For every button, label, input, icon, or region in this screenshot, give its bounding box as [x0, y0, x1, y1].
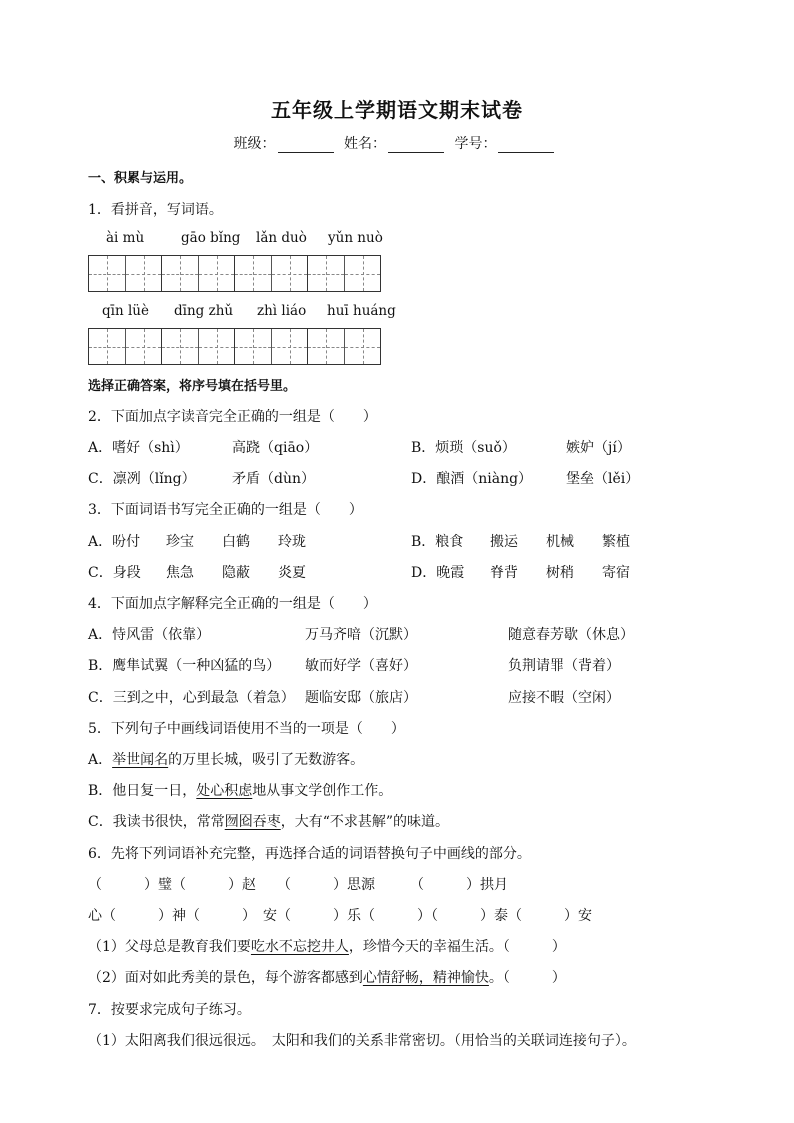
student-info [0, 133, 794, 153]
answer-box[interactable] [235, 255, 308, 292]
answer-box[interactable] [88, 255, 162, 292]
q6-sentence-1: （1）父母总是教育我们要吃水不忘挖井人，珍惜今天的幸福生活。（ ） [88, 939, 566, 955]
answer-box[interactable] [88, 328, 162, 365]
answer-box[interactable] [235, 328, 308, 365]
name-label: 姓名： [344, 136, 386, 152]
class-blank[interactable] [278, 138, 334, 153]
q3-option-a-w3: 白鹤 [222, 534, 250, 550]
q4-option-b-2: 敏而好学（喜好） [305, 658, 417, 674]
q4-option-c-3: 应接不暇（空闲） [508, 690, 620, 706]
underlined-word: 囫囵吞枣 [224, 814, 281, 830]
exam-title: 五年级上学期语文期末试卷 [271, 98, 523, 122]
q3-option-d-w4: 寄宿 [602, 565, 630, 581]
pinyin-2: gāo bǐng [181, 230, 241, 246]
q4-option-a-3: 随意春芳歇（休息） [508, 627, 634, 643]
underlined-word: 举世闻名 [112, 752, 169, 768]
q2-option-c-2: 矛盾（dùn） [232, 471, 315, 487]
q3-option-a: A．吩付 [88, 534, 141, 550]
q4-option-c: C．三到之中，心到最急（着急） [88, 690, 295, 706]
choose-heading: 选择正确答案，将序号填在括号里。 [88, 379, 297, 394]
q5-option-b: B．他日复一日，处心积虑地从事文学创作工作。 [88, 783, 393, 799]
q3-option-b: B．粮食 [411, 534, 464, 550]
q3-option-a-w4: 玲珑 [278, 534, 306, 550]
pinyin-4: yǔn nuò [328, 230, 383, 246]
q2-stem: 2．下面加点字读音完全正确的一组是（ ） [88, 409, 377, 425]
q2-option-d-2: 堡垒（lěi） [566, 471, 640, 487]
q6-sentence-2: （2）面对如此秀美的景色，每个游客都感到心情舒畅，精神愉快。（ ） [88, 970, 566, 986]
underlined-phrase: 吃水不忘挖井人 [250, 939, 349, 955]
q2-option-a: A．嗜好（shì） [88, 440, 189, 456]
pinyin-5: qīn lüè [102, 303, 149, 319]
pinyin-3: lǎn duò [256, 230, 307, 246]
q4-option-a-2: 万马齐喑（沉默） [305, 627, 417, 643]
q7-sentence-1: （1）太阳离我们很远很远。 太阳和我们的关系非常密切。（用恰当的关联词连接句子）。 [88, 1033, 636, 1049]
q3-option-a-w2: 珍宝 [166, 534, 194, 550]
q4-option-c-2: 题临安邸（旅店） [305, 690, 417, 706]
id-blank[interactable] [498, 138, 554, 153]
q5-stem: 5．下列句子中画线词语使用不当的一项是（ ） [88, 721, 405, 737]
tianzige-row-2 [88, 328, 381, 365]
answer-box[interactable] [162, 255, 235, 292]
q2-option-b-2: 嫉妒（jí） [566, 440, 631, 456]
q2-option-b: B．烦琐（suǒ） [411, 440, 516, 456]
q4-option-b: B．鹰隼试翼（一种凶猛的鸟） [88, 658, 281, 674]
answer-box[interactable] [308, 328, 381, 365]
q6-stem: 6．先将下列词语补充完整，再选择合适的词语替换句子中画线的部分。 [88, 846, 531, 862]
q3-stem: 3．下面词语书写完全正确的一组是（ ） [88, 502, 363, 518]
q6-idiom-row-1: （ ）璧（ ）赵 （ ）思源 （ ）拱月 [88, 877, 508, 893]
tianzige-row-1 [88, 255, 381, 292]
section-heading: 一、积累与运用。 [88, 171, 193, 186]
q3-option-b-w3: 机械 [546, 534, 574, 550]
q3-option-d-w2: 脊背 [490, 565, 518, 581]
q5-option-a: A．举世闻名的万里长城，吸引了无数游客。 [88, 752, 365, 768]
underlined-word: 处心积虑 [196, 783, 253, 799]
underlined-phrase: 心情舒畅，精神愉快 [362, 970, 489, 986]
q4-stem: 4．下面加点字解释完全正确的一组是（ ） [88, 596, 377, 612]
q3-option-c-w4: 炎夏 [278, 565, 306, 581]
answer-box[interactable] [308, 255, 381, 292]
pinyin-6: dīng zhǔ [174, 303, 234, 319]
q3-option-d-w3: 树稍 [546, 565, 574, 581]
q6-idiom-row-2: 心（ ）神（ ） 安（ ）乐（ ）（ ）泰（ ）安 [88, 908, 592, 924]
q3-option-d: D．晚霞 [411, 565, 465, 581]
q2-option-a-2: 高跷（qiāo） [232, 440, 319, 456]
class-label: 班级： [233, 136, 276, 152]
q3-option-c-w2: 焦急 [166, 565, 194, 581]
answer-box[interactable] [162, 328, 235, 365]
q3-option-c-w3: 隐蔽 [222, 565, 250, 581]
q5-option-c: C．我读书很快，常常囫囵吞枣，大有“不求甚解”的味道。 [88, 814, 450, 830]
pinyin-7: zhì liáo [257, 303, 307, 319]
q2-option-d: D．酿酒（niàng） [411, 471, 533, 487]
q1-stem: 1．看拼音，写词语。 [88, 202, 223, 218]
q2-option-c: C．凛冽（lǐng） [88, 471, 196, 487]
pinyin-1: ài mù [106, 230, 145, 246]
pinyin-8: huī huáng [327, 303, 396, 319]
q4-option-a: A．恃风雷（依靠） [88, 627, 211, 643]
q3-option-c: C．身段 [88, 565, 141, 581]
id-label: 学号： [454, 136, 497, 152]
q3-option-b-w4: 繁植 [602, 534, 630, 550]
q7-stem: 7．按要求完成句子练习。 [88, 1002, 251, 1018]
q3-option-b-w2: 搬运 [490, 534, 518, 550]
q4-option-b-3: 负荆请罪（背着） [508, 658, 620, 674]
name-blank[interactable] [388, 138, 444, 153]
